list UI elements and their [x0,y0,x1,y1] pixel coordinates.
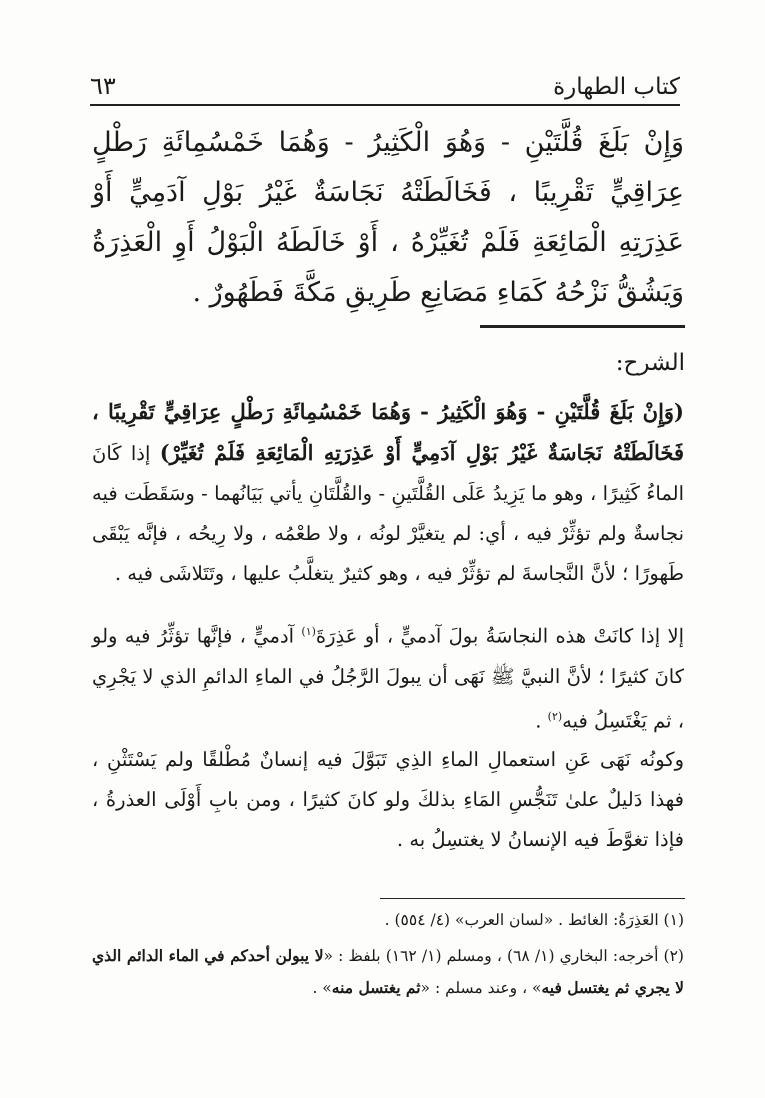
sharh-heading: الشرح: [615,350,685,376]
footnotes [92,905,684,1004]
book-title: كتاب الطهارة [553,74,680,100]
page-number: ٦٣ [90,72,116,100]
footnote-text: » ، وعند مسلم : « [420,979,542,997]
footnote-text: » . [312,979,332,997]
paragraph-text: إلا إذا كانَتْ هذه النجاسَةُ بولَ آدميٍّ ، أو عَذِرَةَ [315,624,685,648]
footnote-1: (١) العَذِرَةُ: الغائط . «لسان العرب» (٤/ ٥٥٤) . [384,911,684,929]
footnote-divider [380,898,685,899]
section-divider [480,325,685,328]
footnote-text: (٢) أخرجه: البخاري (١/ ٦٨) ، ومسلم (١/ ١٦٢) بلفظ : « [323,947,684,965]
commentary-paragraph-3: وكونُه نَهَى عَنِ استعمالِ الماءِ الذِي تَبَوَّلَ فيه إنسانٌ مُطْلقًا ولم يَسْتَثْنِ ، فهذا دَليلٌ علىٰ تَنَجُّسِ المَاءِ بذلكَ ولو كانَ كثيرًا ، ومن بابِ أَوْلَى العذرةُ ، فإذا تغوَّطَ فيه الإنسانُ لا يغتسِلُ به . [92,748,684,851]
commentary-paragraph-1 [92,392,684,594]
hadith-text: ثم يغتسل منه [331,978,421,997]
matn-text: وَإِنْ بَلَغَ قُلَّتَيْنِ - وَهُوَ الْكَثِيرُ - وَهُمَا خَمْسُمِائَةِ رَطْلٍ عِرَاقِيٍّ تَقْرِيبًا ، فَخَالَطَتْهُ نَجَاسَةٌ غَيْرُ بَوْلِ آدَمِيٍّ أَوْ عَذِرَتِهِ الْمَائِعَةِ فَلَمْ تُغَيِّرْهُ ، أَوْ خَالَطَهُ الْبَوْلُ أَوِ الْعَذِرَةُ وَيَشُقُّ نَزْحُهُ كَمَاءِ مَصَانِعِ طَرِيقِ مَكَّةَ فَطَهُورٌ . [92,127,684,308]
paragraph-text: . [535,709,548,732]
quoted-matn: (وَإِنْ بَلَغَ قُلَّتَيْنِ - وَهُوَ الْكَثِيرُ - وَهُمَا خَمْسُمِائَةِ رَطْلٍ عِرَاقِيٍّ تَقْرِيبًا ، فَخَالَطَتْهُ نَجَاسَةٌ غَيْرُ بَوْلِ آدَمِيٍّ أَوْ عَذِرَتِهِ الْمَائِعَةِ فَلَمْ تُغَيِّرْ) [92,399,684,465]
footnote-ref-1: (١) [301,625,316,638]
commentary-paragraph-2 [92,612,684,741]
footnote-2 [92,940,684,1004]
paragraph-text: آدميٍّ ، فإنَّها تؤثِّرُ فيه ولو كانَ كثيرًا ؛ لأنَّ النبيَّ ﷺ نَهَى أن يبولَ الرَّجُلُ في الماءِ الدائمِ الذي لا يَجْرِي ، ثم يَغْتَسِلُ فيه [92,624,684,732]
page-header [90,62,680,106]
footnote-ref-2: (٢) [547,709,563,723]
hadith-text: لا يبولن أحدكم في الماء الدائم الذي لا يجري ثم يغتسل فيه [92,946,684,997]
commentary-text: إذا كَانَ الماءُ كَثِيرًا ، وهو ما يَزِيدُ عَلَى القُلَّتَينِ - والقُلَّتَانِ يأتي بَيَانُهما - وسَقَطَت فيه نجاسةٌ ولم تؤثِّرْ فيه ، أي: لم يتغيَّرْ لونُه ، ولا طعْمُه ، ولا رِيحُه ، فإنَّه يَبْقَى طَهورًا ؛ لأنَّ النَّجاسةَ لم تؤثِّرْ فيه ، وهو كثيرٌ يتغلَّبُ عليها ، وتَتَلاشَى فيه . [92,442,684,585]
